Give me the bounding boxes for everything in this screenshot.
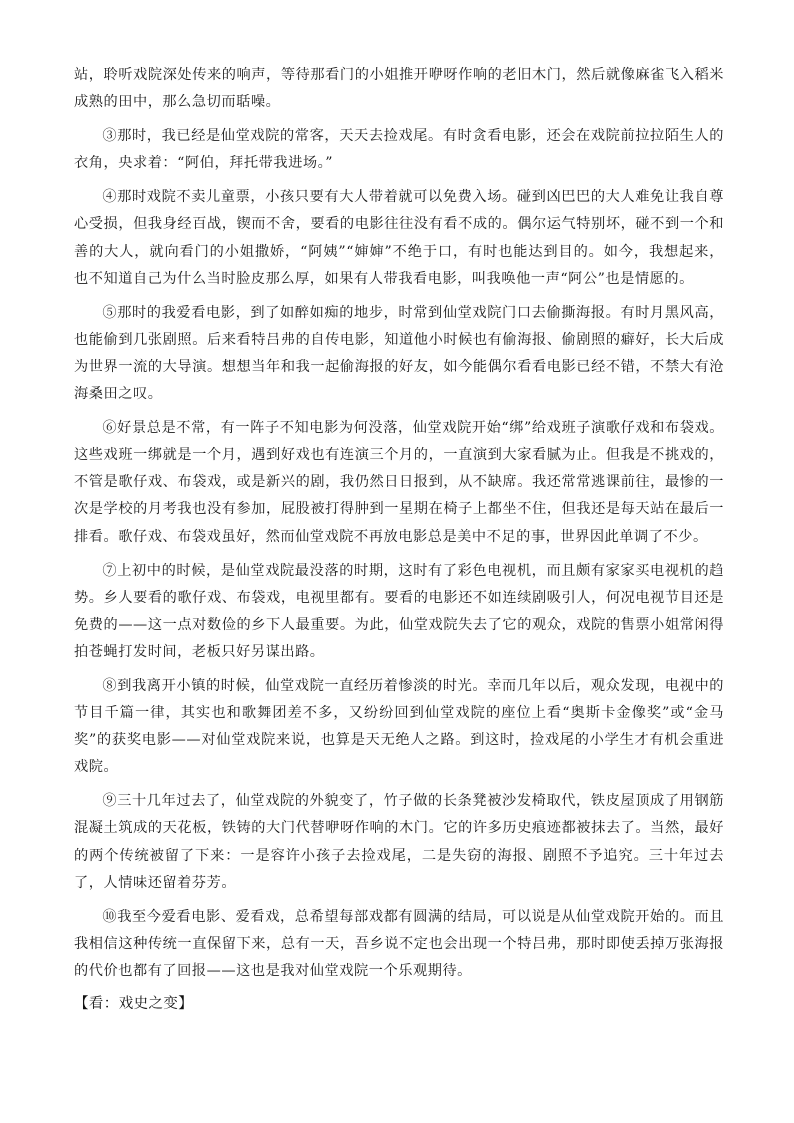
paragraph-5: ⑤那时的我爱看电影，到了如醉如痴的地步，时常到仙堂戏院门口去偷撕海报。有时月黑风高，也能偷到几张剧照。后来看特吕弗的自传电影，知道他小时候也有偷海报、偷剧照的癖好，长大后成为世界一流的大导演。想想当年和我一起偷海报的好友，如今能偶尔看看电影已经不错，不禁大有沧海桑田之叹。 [74, 304, 724, 403]
paragraph-3: ③那时，我已经是仙堂戏院的常客，天天去捡戏尾。有时贪看电影，还会在戏院前拉拉陌生人的衣角，央求着：“阿伯，拜托带我进场。” [74, 128, 724, 172]
paragraph-continuation: 站，聆听戏院深处传来的响声，等待那看门的小姐推开咿呀作响的老旧木门，然后就像麻雀飞入稻米成熟的田中，那么急切而聒噪。 [74, 67, 724, 111]
paragraph-4: ④那时戏院不卖儿童票，小孩只要有大人带着就可以免费入场。碰到凶巴巴的大人难免让我自尊心受损，但我身经百战，锲而不舍，要看的电影往往没有看不成的。偶尔运气特别坏，碰不到一个和善的大人，就向看门的小姐撒娇，“阿姨”“婶婶”不绝于口，有时也能达到目的。如今，我想起来，也不知道自己为什么当时脸皮那么厚，如果有人带我看电影，叫我唤他一声“阿公”也是情愿的。 [74, 189, 724, 287]
paragraph-6: ⑥好景总是不常，有一阵子不知电影为何没落，仙堂戏院开始“绑”给戏班子演歌仔戏和布袋戏。这些戏班一绑就是一个月，遇到好戏也有连演三个月的，一直演到大家看腻为止。但我是不挑戏的，不管是歌仔戏、布袋戏，或是新兴的剧，我仍然日日报到，从不缺席。我还常常逃课前往，最惨的一次是学校的月考我也没有参加，屁股被打得肿到一星期在椅子上都坐不住，但我还是每天站在最后一排看。歌仔戏、布袋戏虽好，然而仙堂戏院不再放电影总是美中不足的事，世界因此单调了不少。 [74, 420, 724, 545]
paragraph-8: ⑧到我离开小镇的时候，仙堂戏院一直经历着惨淡的时光。幸而几年以后，观众发现，电视中的节目千篇一律，其实也和歌舞团差不多，又纷纷回到仙堂戏院的座位上看“奥斯卡金像奖”或“金马奖”的获奖电影——对仙堂戏院来说，也算是天无绝人之路。到这时，捡戏尾的小学生才有机会重进戏院。 [74, 677, 724, 776]
section-heading: 【看：戏史之变】 [74, 996, 194, 1012]
paragraph-10: ⑩我至今爱看电影、爱看戏，总希望每部戏都有圆满的结局，可以说是从仙堂戏院开始的。而且我相信这种传统一直保留下来，总有一天，吾乡说不定也会出现一个特吕弗，那时即使丢掉万张海报的代价也都有了回报——这也是我对仙堂戏院一个乐观期待。 [74, 908, 724, 979]
paragraph-7: ⑦上初中的时候，是仙堂戏院最没落的时期，这时有了彩色电视机，而且颇有家家买电视机的趋势。乡人要看的歌仔戏、布袋戏，电视里都有。要看的电影还不如连续剧吸引人，何况电视节目还是免费的——这一点对数俭的乡下人最重要。为此，仙堂戏院失去了它的观众，戏院的售票小姐常闲得拍苍蝇打发时间，老板只好另谋出路。 [74, 562, 724, 660]
document-page [74, 62, 724, 1018]
paragraph-9: ⑨三十几年过去了，仙堂戏院的外貌变了，竹子做的长条凳被沙发椅取代，铁皮屋顶成了用钢筋混凝土筑成的天花板，铁铸的大门代替咿呀作响的木门。它的许多历史痕迹都被抹去了。当然，最好的两个传统被留了下来：一是容许小孩子去捡戏尾，二是失窃的海报、剧照不予追究。三十年过去了，人情味还留着芬芳。 [74, 793, 724, 891]
